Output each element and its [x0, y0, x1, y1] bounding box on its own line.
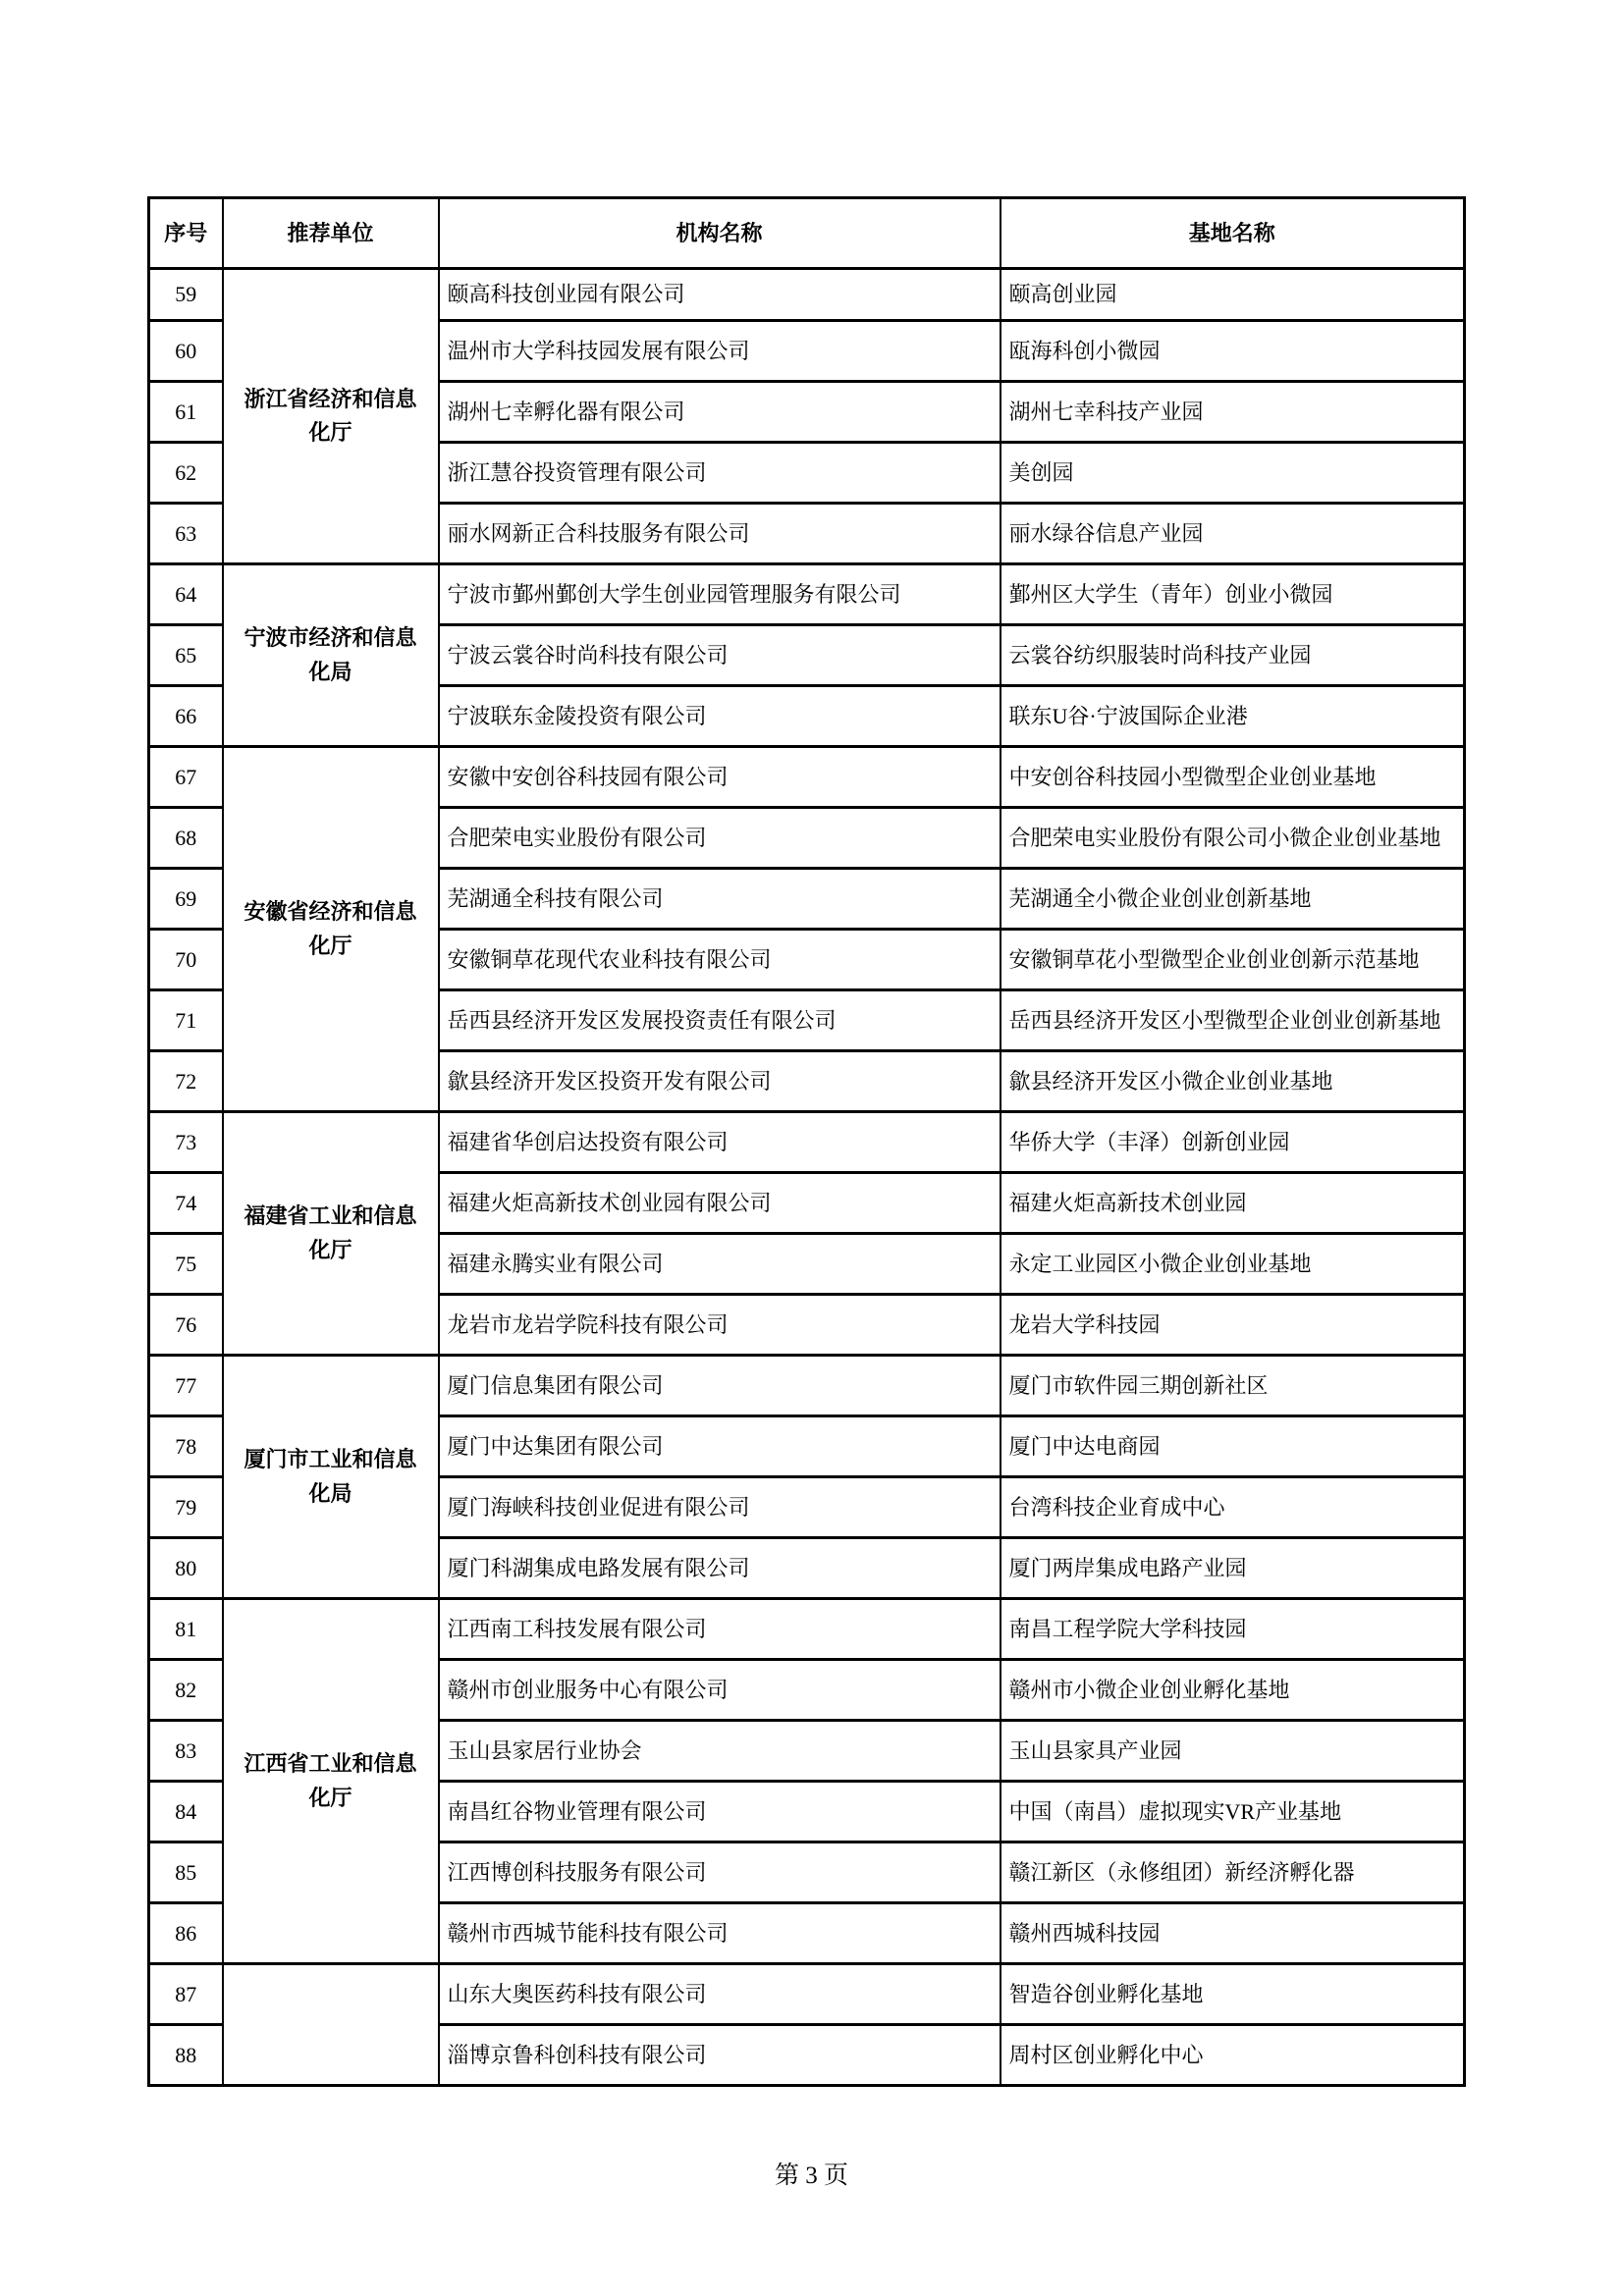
org-name-cell: 丽水网新正合科技服务有限公司 — [439, 504, 1001, 564]
org-name-cell: 南昌红谷物业管理有限公司 — [439, 1782, 1001, 1842]
row-number-cell: 73 — [149, 1112, 223, 1173]
org-name-cell: 淄博京鲁科创科技有限公司 — [439, 2025, 1001, 2086]
table-row — [149, 1356, 1465, 1416]
row-number-cell: 72 — [149, 1051, 223, 1112]
row-number-cell: 60 — [149, 321, 223, 382]
org-name-cell: 赣州市西城节能科技有限公司 — [439, 1903, 1001, 1964]
base-name-cell: 丽水绿谷信息产业园 — [1001, 504, 1465, 564]
base-name-cell: 龙岩大学科技园 — [1001, 1295, 1465, 1356]
base-name-cell: 歙县经济开发区小微企业创业基地 — [1001, 1051, 1465, 1112]
row-number-cell: 59 — [149, 269, 223, 321]
base-name-cell: 永定工业园区小微企业创业基地 — [1001, 1234, 1465, 1295]
row-number-cell: 62 — [149, 443, 223, 504]
org-name-cell: 宁波联东金陵投资有限公司 — [439, 686, 1001, 747]
base-name-cell: 湖州七幸科技产业园 — [1001, 382, 1465, 443]
org-name-cell: 安徽铜草花现代农业科技有限公司 — [439, 930, 1001, 990]
row-number-cell: 80 — [149, 1538, 223, 1599]
org-name-cell: 宁波市鄞州鄞创大学生创业园管理服务有限公司 — [439, 564, 1001, 625]
org-name-cell: 龙岩市龙岩学院科技有限公司 — [439, 1295, 1001, 1356]
row-number-cell: 85 — [149, 1842, 223, 1903]
table-row — [149, 269, 1465, 321]
row-number-cell: 61 — [149, 382, 223, 443]
recommend-unit-cell: 江西省工业和信息 化厅 — [223, 1599, 439, 1964]
base-name-cell: 华侨大学（丰泽）创新创业园 — [1001, 1112, 1465, 1173]
org-name-cell: 赣州市创业服务中心有限公司 — [439, 1660, 1001, 1721]
base-name-cell: 鄞州区大学生（青年）创业小微园 — [1001, 564, 1465, 625]
recommend-unit-cell: 浙江省经济和信息 化厅 — [223, 269, 439, 564]
org-name-cell: 福建省华创启达投资有限公司 — [439, 1112, 1001, 1173]
org-name-cell: 安徽中安创谷科技园有限公司 — [439, 747, 1001, 808]
base-name-cell: 玉山县家具产业园 — [1001, 1721, 1465, 1782]
row-number-cell: 65 — [149, 625, 223, 686]
base-name-cell: 福建火炬高新技术创业园 — [1001, 1173, 1465, 1234]
org-name-cell: 宁波云裳谷时尚科技有限公司 — [439, 625, 1001, 686]
org-name-cell: 厦门科湖集成电路发展有限公司 — [439, 1538, 1001, 1599]
base-name-cell: 周村区创业孵化中心 — [1001, 2025, 1465, 2086]
base-name-cell: 岳西县经济开发区小型微型企业创业创新基地 — [1001, 990, 1465, 1051]
column-header-no: 序号 — [149, 198, 223, 269]
base-name-cell: 南昌工程学院大学科技园 — [1001, 1599, 1465, 1660]
table-row — [149, 1112, 1465, 1173]
row-number-cell: 87 — [149, 1964, 223, 2025]
recommend-unit-cell — [223, 1964, 439, 2086]
recommend-unit-cell: 福建省工业和信息 化厅 — [223, 1112, 439, 1356]
base-name-cell: 芜湖通全小微企业创业创新基地 — [1001, 869, 1465, 930]
org-name-cell: 福建永腾实业有限公司 — [439, 1234, 1001, 1295]
row-number-cell: 88 — [149, 2025, 223, 2086]
column-header-org: 机构名称 — [439, 198, 1001, 269]
recommend-unit-cell: 宁波市经济和信息 化局 — [223, 564, 439, 747]
recommend-unit-cell: 厦门市工业和信息 化局 — [223, 1356, 439, 1599]
row-number-cell: 74 — [149, 1173, 223, 1234]
base-name-cell: 中国（南昌）虚拟现实VR产业基地 — [1001, 1782, 1465, 1842]
base-name-cell: 中安创谷科技园小型微型企业创业基地 — [1001, 747, 1465, 808]
base-name-cell: 云裳谷纺织服装时尚科技产业园 — [1001, 625, 1465, 686]
org-name-cell: 山东大奥医药科技有限公司 — [439, 1964, 1001, 2025]
org-name-cell: 合肥荣电实业股份有限公司 — [439, 808, 1001, 869]
base-name-cell: 安徽铜草花小型微型企业创业创新示范基地 — [1001, 930, 1465, 990]
page-number: 第 3 页 — [774, 2163, 848, 2189]
recommend-unit-cell: 安徽省经济和信息 化厅 — [223, 747, 439, 1112]
org-name-cell: 厦门海峡科技创业促进有限公司 — [439, 1477, 1001, 1538]
row-number-cell: 83 — [149, 1721, 223, 1782]
base-name-cell: 瓯海科创小微园 — [1001, 321, 1465, 382]
org-name-cell: 歙县经济开发区投资开发有限公司 — [439, 1051, 1001, 1112]
org-name-cell: 芜湖通全科技有限公司 — [439, 869, 1001, 930]
org-name-cell: 江西博创科技服务有限公司 — [439, 1842, 1001, 1903]
recommendation-table — [147, 196, 1466, 2087]
row-number-cell: 84 — [149, 1782, 223, 1842]
table-row — [149, 747, 1465, 808]
base-name-cell: 合肥荣电实业股份有限公司小微企业创业基地 — [1001, 808, 1465, 869]
base-name-cell: 厦门两岸集成电路产业园 — [1001, 1538, 1465, 1599]
table-row — [149, 1599, 1465, 1660]
row-number-cell: 66 — [149, 686, 223, 747]
table-row — [149, 564, 1465, 625]
org-name-cell: 温州市大学科技园发展有限公司 — [439, 321, 1001, 382]
org-name-cell: 湖州七幸孵化器有限公司 — [439, 382, 1001, 443]
row-number-cell: 79 — [149, 1477, 223, 1538]
base-name-cell: 赣州市小微企业创业孵化基地 — [1001, 1660, 1465, 1721]
base-name-cell: 联东U谷·宁波国际企业港 — [1001, 686, 1465, 747]
row-number-cell: 86 — [149, 1903, 223, 1964]
base-name-cell: 颐高创业园 — [1001, 269, 1465, 321]
org-name-cell: 厦门信息集团有限公司 — [439, 1356, 1001, 1416]
org-name-cell: 玉山县家居行业协会 — [439, 1721, 1001, 1782]
org-name-cell: 颐高科技创业园有限公司 — [439, 269, 1001, 321]
row-number-cell: 71 — [149, 990, 223, 1051]
org-name-cell: 岳西县经济开发区发展投资责任有限公司 — [439, 990, 1001, 1051]
row-number-cell: 76 — [149, 1295, 223, 1356]
row-number-cell: 68 — [149, 808, 223, 869]
base-name-cell: 厦门市软件园三期创新社区 — [1001, 1356, 1465, 1416]
base-name-cell: 厦门中达电商园 — [1001, 1416, 1465, 1477]
table-header-row — [149, 198, 1465, 269]
org-name-cell: 福建火炬高新技术创业园有限公司 — [439, 1173, 1001, 1234]
row-number-cell: 69 — [149, 869, 223, 930]
row-number-cell: 75 — [149, 1234, 223, 1295]
row-number-cell: 81 — [149, 1599, 223, 1660]
column-header-unit: 推荐单位 — [223, 198, 439, 269]
row-number-cell: 82 — [149, 1660, 223, 1721]
base-name-cell: 台湾科技企业育成中心 — [1001, 1477, 1465, 1538]
column-header-base: 基地名称 — [1001, 198, 1465, 269]
row-number-cell: 67 — [149, 747, 223, 808]
row-number-cell: 64 — [149, 564, 223, 625]
org-name-cell: 江西南工科技发展有限公司 — [439, 1599, 1001, 1660]
org-name-cell: 厦门中达集团有限公司 — [439, 1416, 1001, 1477]
row-number-cell: 78 — [149, 1416, 223, 1477]
org-name-cell: 浙江慧谷投资管理有限公司 — [439, 443, 1001, 504]
base-name-cell: 智造谷创业孵化基地 — [1001, 1964, 1465, 2025]
base-name-cell: 赣江新区（永修组团）新经济孵化器 — [1001, 1842, 1465, 1903]
row-number-cell: 77 — [149, 1356, 223, 1416]
table-row — [149, 1964, 1465, 2025]
base-name-cell: 美创园 — [1001, 443, 1465, 504]
row-number-cell: 63 — [149, 504, 223, 564]
base-name-cell: 赣州西城科技园 — [1001, 1903, 1465, 1964]
row-number-cell: 70 — [149, 930, 223, 990]
